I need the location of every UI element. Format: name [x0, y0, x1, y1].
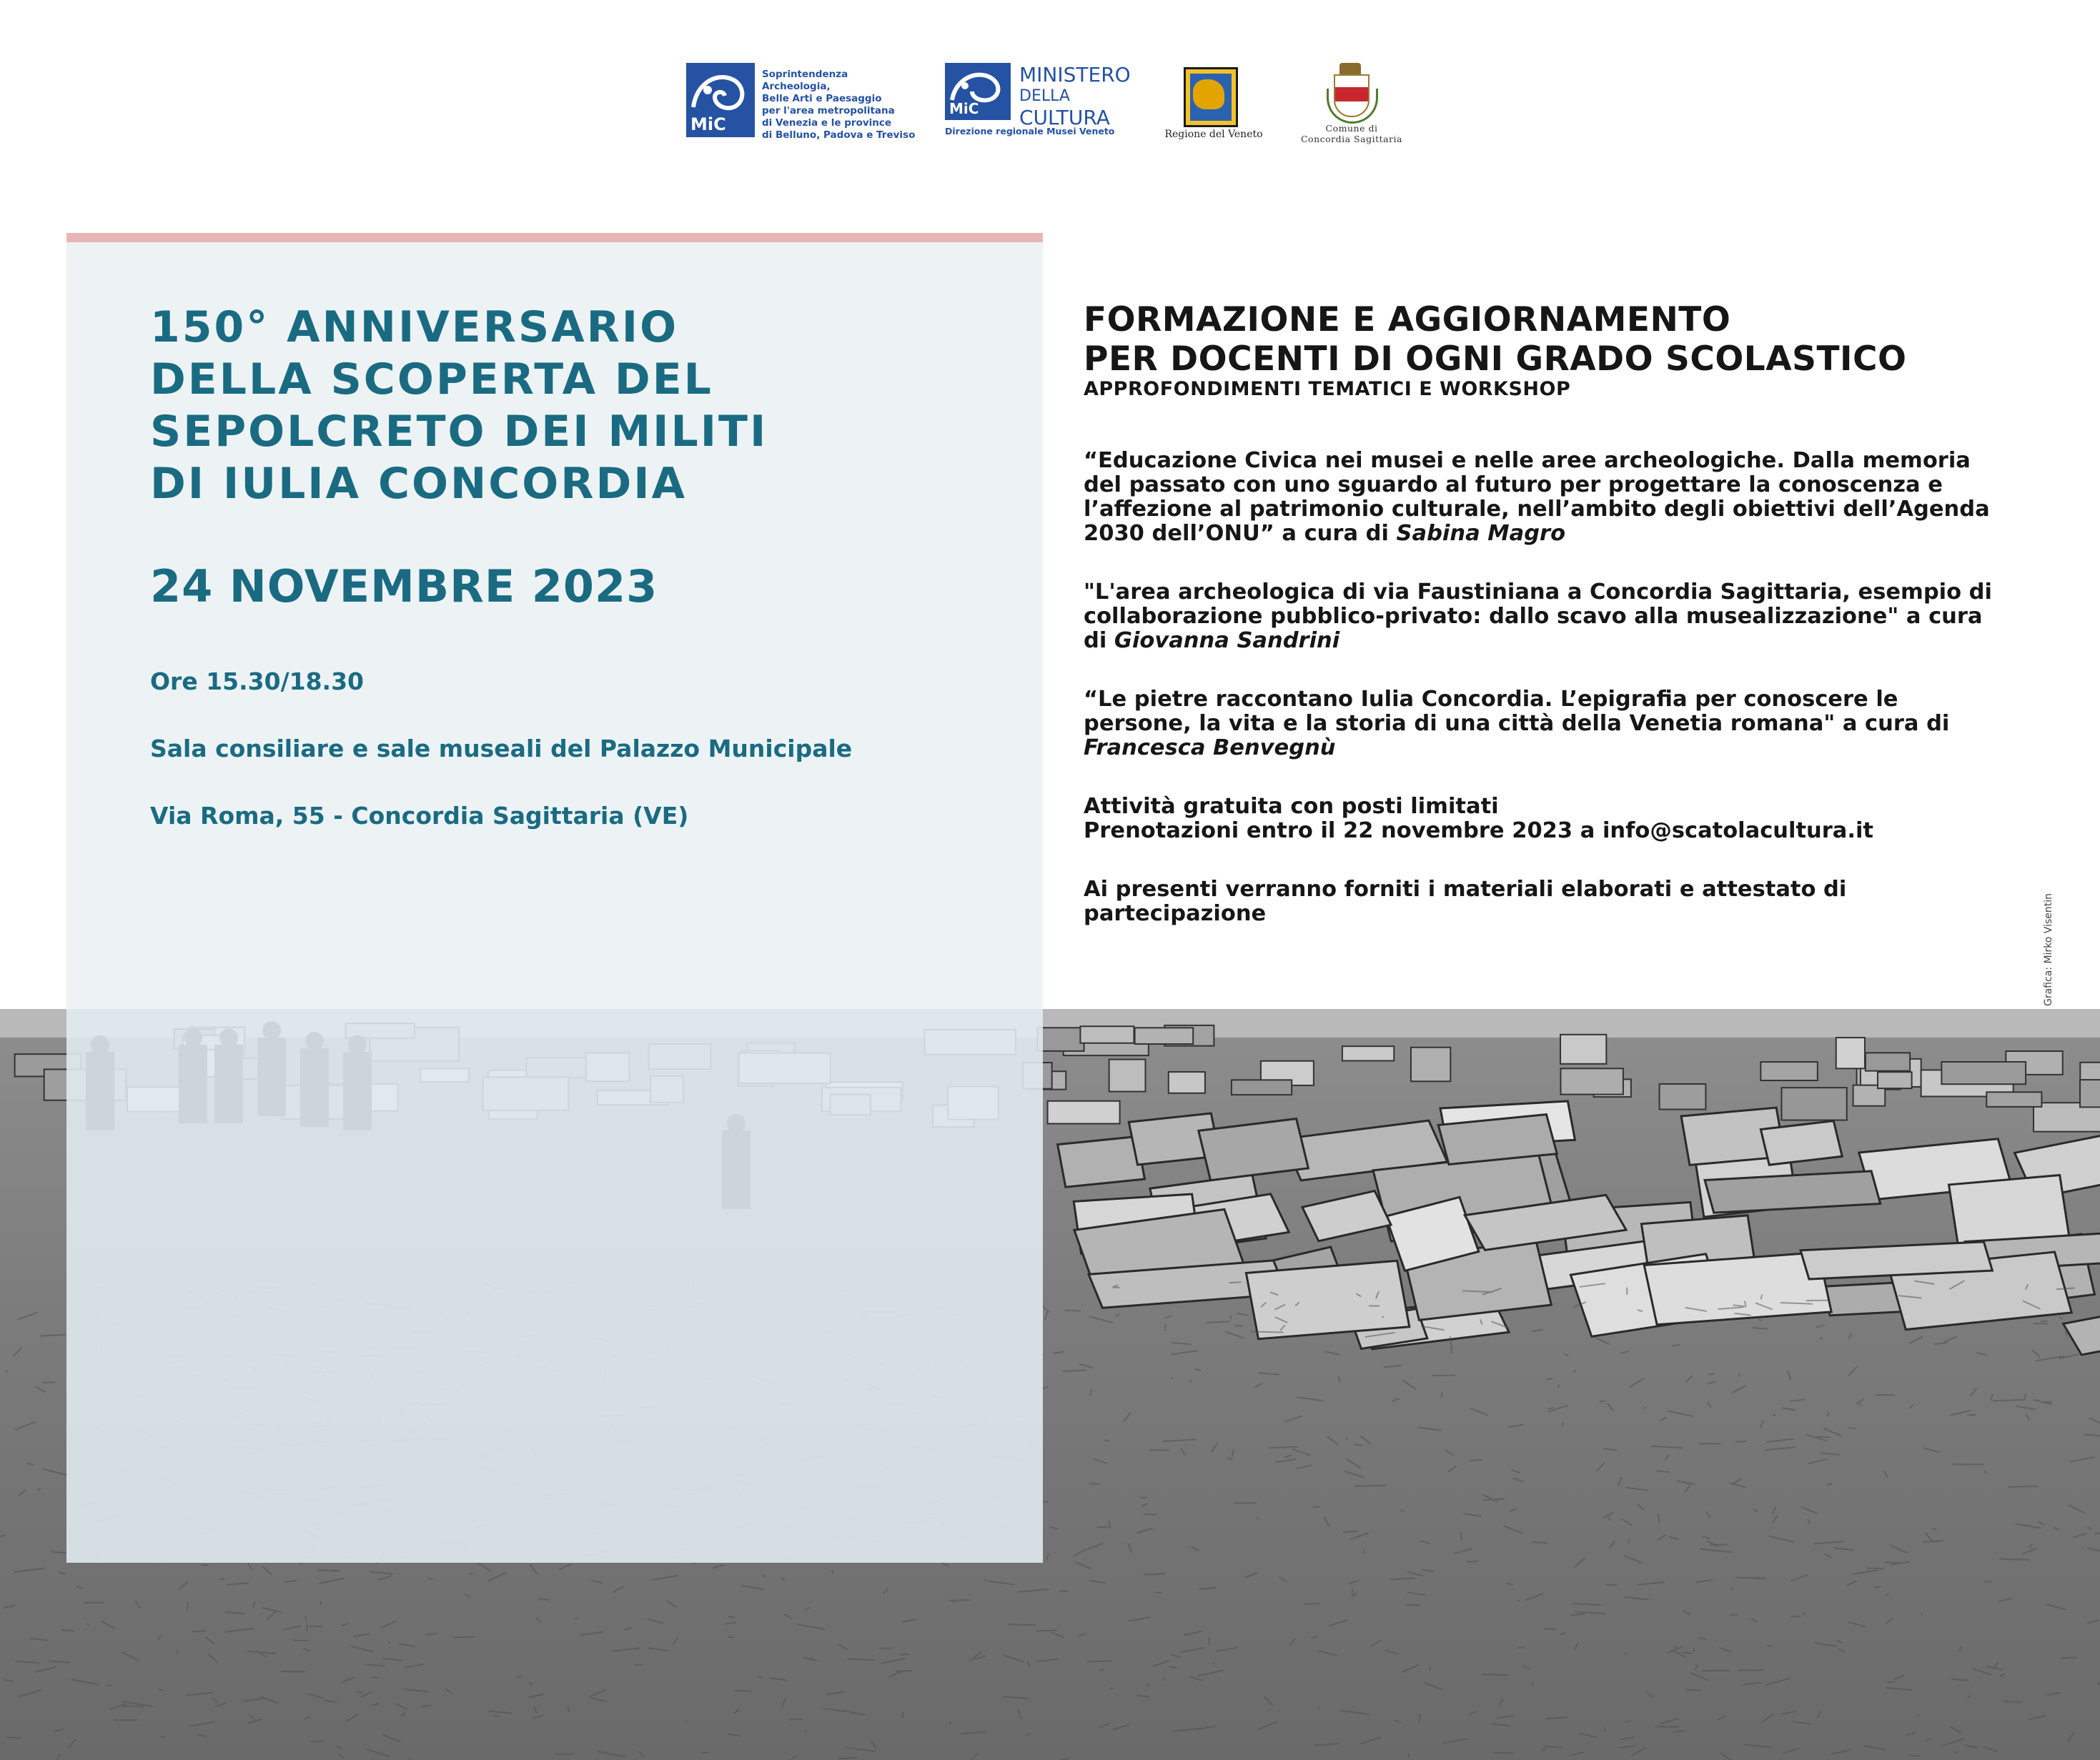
grass-stroke	[1999, 1559, 2029, 1560]
grass-stroke	[1112, 1287, 1119, 1288]
grass-stroke	[1104, 1440, 1110, 1441]
sarcophagus-shape	[1560, 1035, 1606, 1064]
grass-stroke	[177, 1650, 178, 1654]
grass-stroke	[1312, 1506, 1319, 1507]
grass-stroke	[1628, 1539, 1629, 1543]
grass-stroke	[1097, 1527, 1109, 1528]
grass-stroke	[1408, 1754, 1409, 1758]
sarcophagus-shape	[1760, 1121, 1842, 1165]
grass-stroke	[1492, 1753, 1514, 1754]
grass-stroke	[635, 1664, 643, 1665]
grass-stroke	[1506, 1583, 1513, 1584]
grass-stroke	[1874, 1586, 1881, 1587]
grass-stroke	[1918, 1714, 1919, 1716]
sarcophagus-shape	[1199, 1119, 1309, 1180]
grass-stroke	[1229, 1282, 1241, 1283]
grass-stroke	[187, 1602, 188, 1611]
sarcophagus-shape	[1232, 1080, 1292, 1095]
event-title: 150° ANNIVERSARIO DELLA SCOPERTA DEL SEPOLCRETO DEI MILITI DI IULIA CONCORDIA	[150, 302, 768, 509]
grass-stroke	[811, 1657, 812, 1661]
sarcophagus-shape	[1135, 1028, 1194, 1044]
sarcophagus-shape	[1560, 1068, 1623, 1094]
sarcophagus-shape	[1109, 1060, 1146, 1092]
grass-stroke	[1867, 1568, 1883, 1569]
event-venue: Sala consiliare e sale museali del Palazzo Municipale	[150, 735, 853, 762]
mic-logo-icon: MiC	[686, 63, 755, 137]
sarcophagus-shape	[1866, 1053, 1910, 1070]
lion-shield-icon	[1184, 67, 1238, 127]
grass-stroke	[1213, 1662, 1214, 1664]
booking-info: Prenotazioni entro il 22 novembre 2023 a info@scatolacultura.it	[1084, 818, 1873, 843]
grass-stroke	[1826, 1484, 1832, 1485]
regione-caption: Regione del Veneto	[1164, 129, 1263, 140]
program-heading: FORMAZIONE E AGGIORNAMENTO PER DOCENTI DI OGNI GRADO SCOLASTICO	[1084, 300, 1907, 379]
grass-stroke	[1190, 1380, 1191, 1383]
sarcophagus-shape	[2080, 1080, 2100, 1107]
soprintendenza-text: Soprintendenza Archeologia, Belle Arti e Paesaggio per l'area metropolitana di Venezia e le province di Belluno, Padova e Treviso	[762, 69, 916, 141]
sarcophagus-shape	[1760, 1062, 1818, 1080]
grass-stroke	[832, 1570, 833, 1573]
grass-stroke	[453, 1637, 475, 1638]
crest-icon	[1334, 74, 1370, 117]
grass-stroke	[1694, 1648, 1695, 1651]
materials-note: Ai presenti verranno forniti i materiali elaborati e attestato di partecipazione	[1084, 877, 1847, 926]
grass-stroke	[1450, 1336, 1451, 1344]
grass-stroke	[1518, 1647, 1525, 1648]
graphic-credit: Grafica: Mirko Visentin	[2043, 893, 2054, 1006]
grass-stroke	[1144, 1573, 1165, 1574]
event-date: 24 NOVEMBRE 2023	[150, 560, 658, 612]
grass-stroke	[1739, 1373, 1740, 1377]
event-address: Via Roma, 55 - Concordia Sagittaria (VE)	[150, 802, 689, 830]
grass-stroke	[317, 1570, 340, 1571]
grass-stroke	[1008, 1624, 1036, 1625]
sarcophagus-shape	[1037, 1028, 1084, 1051]
grass-stroke	[953, 1600, 954, 1602]
grass-stroke	[2009, 1486, 2038, 1487]
grass-stroke	[1735, 1441, 1747, 1442]
sarcophagus-shape	[1781, 1088, 1846, 1120]
grass-stroke	[949, 1600, 969, 1601]
grass-stroke	[334, 1570, 335, 1572]
grass-stroke	[1406, 1605, 1420, 1606]
grass-stroke	[789, 1719, 803, 1720]
program-column	[1084, 300, 2006, 926]
sarcophagus-shape	[1878, 1072, 1912, 1088]
grass-stroke	[1109, 1521, 1110, 1529]
free-note: Attività gratuita con posti limitati	[1084, 794, 1499, 819]
grass-stroke	[1451, 1345, 1452, 1354]
comune-caption: Comune di Concordia Sagittaria	[1300, 123, 1402, 144]
grass-stroke	[539, 1599, 550, 1600]
grass-stroke	[42, 1382, 56, 1383]
grass-stroke	[202, 1565, 208, 1566]
grass-stroke	[1562, 1422, 1563, 1426]
crown-icon	[1339, 63, 1361, 74]
grass-stroke	[1144, 1514, 1157, 1515]
sarcophagus-shape	[1246, 1261, 1409, 1338]
grass-stroke	[107, 1685, 112, 1686]
grass-stroke	[1600, 1401, 1605, 1402]
grass-stroke	[1251, 1332, 1284, 1333]
sarcophagus-shape	[1080, 1026, 1134, 1043]
grass-stroke	[1606, 1585, 1617, 1586]
grass-stroke	[1470, 1460, 1482, 1461]
grass-stroke	[1888, 1681, 1896, 1682]
grass-stroke	[1993, 1400, 2025, 1401]
mic-logo-icon: MiC	[945, 63, 1011, 120]
talk-item: “Educazione Civica nei musei e nelle aree archeologiche. Dalla memoria del passato con uno sguardo al futuro per progettare la conoscenza e l’affezione al patrimonio culturale, nell’ambito degli obiettivi dell’Agenda 2030 dell’ONU” a cura di Sabina Magro	[1084, 448, 1990, 546]
program-subheading: APPROFONDIMENTI TEMATICI E WORKSHOP	[1084, 378, 1571, 400]
accent-bar	[66, 233, 1043, 242]
grass-stroke	[2034, 1323, 2048, 1324]
ministero-subtitle: Direzione regionale Musei Veneto	[945, 126, 1115, 136]
sarcophagus-shape	[1411, 1048, 1450, 1082]
grass-stroke	[1089, 1483, 1099, 1484]
grass-stroke	[2098, 1682, 2099, 1685]
grass-stroke	[1482, 1674, 1509, 1675]
sarcophagus-shape	[1342, 1046, 1394, 1060]
sarcophagus-shape	[1660, 1084, 1706, 1110]
grass-stroke	[899, 1654, 909, 1655]
sarcophagus-shape	[1058, 1137, 1145, 1188]
logo-strip	[686, 63, 1415, 149]
grass-stroke	[1860, 1403, 1861, 1406]
grass-stroke	[1817, 1436, 1831, 1437]
sarcophagus-shape	[1048, 1101, 1120, 1124]
grass-stroke	[1547, 1379, 1552, 1380]
grass-stroke	[838, 1758, 858, 1759]
talk-item: “Le pietre raccontano Iulia Concordia. L’epigrafia per conoscere le persone, la vita e la storia di una città della Venetia romana" a cura di Francesca Benvegnù	[1084, 687, 1950, 760]
sarcophagus-shape	[1836, 1038, 1865, 1068]
sarcophagus-shape	[1169, 1072, 1205, 1093]
sarcophagus-shape	[1986, 1092, 2041, 1107]
grass-stroke	[1922, 1614, 1923, 1616]
grass-stroke	[1441, 1392, 1442, 1397]
talk-item: "L'area archeologica di via Faustiniana a Concordia Sagittaria, esempio di collaborazione pubblico-privato: dallo scavo alla musealizzazione" a cura di Giovanna Sandrini	[1084, 580, 1992, 653]
ministero-title: MINISTERO DELLA CULTURA	[1019, 63, 1131, 129]
grass-stroke	[2061, 1657, 2076, 1658]
sarcophagus-shape	[1941, 1062, 2026, 1084]
grass-stroke	[1967, 1415, 1976, 1416]
event-time: Ore 15.30/18.30	[150, 667, 365, 695]
